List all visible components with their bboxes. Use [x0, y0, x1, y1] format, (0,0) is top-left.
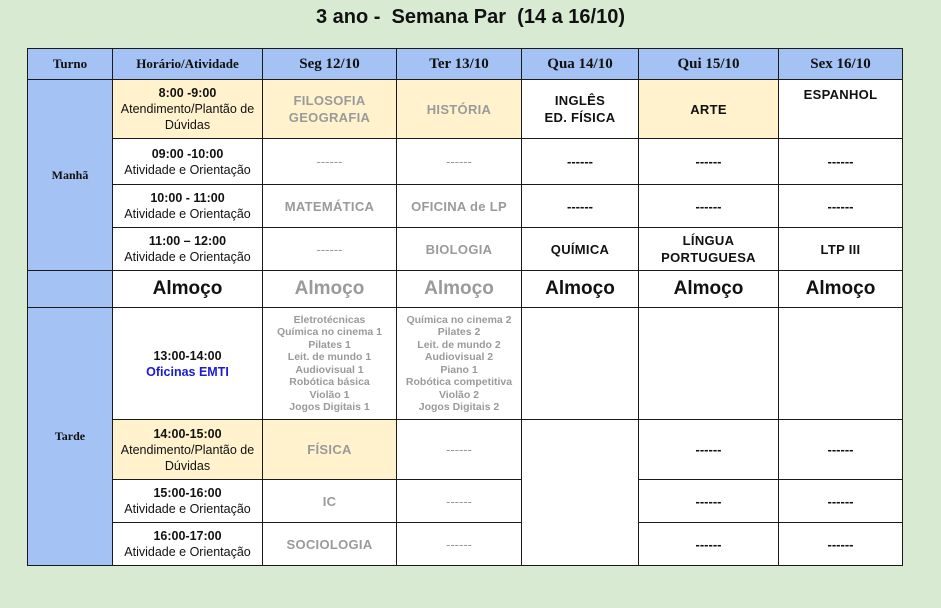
header-sex: Sex 16/10	[779, 49, 903, 80]
subject-cell: QUÍMICA	[522, 228, 639, 271]
oficinas-link[interactable]: Oficinas EMTI	[146, 364, 229, 379]
empty-cell: ------	[779, 480, 903, 523]
turno-tarde: Tarde	[28, 308, 113, 566]
time-label: 09:00 -10:00	[151, 146, 224, 161]
subject-label: LÍNGUA	[682, 233, 735, 248]
table-row	[28, 480, 903, 523]
activity-label: Atividade e Orientação	[124, 162, 251, 177]
table-row	[28, 523, 903, 566]
empty-cell: ------	[397, 480, 522, 523]
list-item: Violão 1	[309, 388, 350, 401]
schedule-table	[27, 48, 903, 566]
activity-label: Atividade e Orientação	[124, 502, 251, 516]
subject-cell: ARTE	[639, 80, 779, 139]
subject-cell: SOCIOLOGIA	[263, 523, 397, 566]
time-cell	[113, 523, 263, 566]
activity-label: Atendimento/Plantão de Dúvidas	[120, 442, 255, 473]
empty-cell	[522, 420, 639, 566]
subject-cell	[263, 80, 397, 139]
activity-label: Atividade e Orientação	[124, 250, 251, 264]
turno-empty	[28, 271, 113, 308]
lunch-cell: Almoço	[779, 271, 903, 308]
empty-cell: ------	[639, 480, 779, 523]
empty-cell	[779, 308, 903, 420]
lunch-cell: Almoço	[113, 271, 263, 308]
time-cell	[113, 420, 263, 480]
empty-cell: ------	[639, 139, 779, 185]
lunch-cell: Almoço	[263, 271, 397, 308]
empty-cell: ------	[263, 228, 397, 271]
table-row	[28, 185, 903, 228]
table-row	[28, 80, 903, 139]
activity-label: Atendimento/Plantão de Dúvidas	[120, 102, 255, 132]
subject-cell	[639, 228, 779, 271]
lunch-row	[28, 271, 903, 308]
empty-cell: ------	[779, 523, 903, 566]
header-horario: Horário/Atividade	[113, 49, 263, 80]
subject-label: PORTUGUESA	[661, 250, 756, 265]
time-cell	[113, 80, 263, 139]
page-title: 3 ano - Semana Par (14 a 16/10)	[315, 6, 626, 28]
empty-cell: ------	[639, 185, 779, 228]
empty-cell: ------	[779, 139, 903, 185]
subject-cell: HISTÓRIA	[397, 80, 522, 139]
subject-cell: IC	[263, 480, 397, 523]
empty-cell: ------	[779, 420, 903, 480]
list-item: Jogos Digitais 1	[289, 401, 370, 413]
list-item: Robótica competitiva	[405, 376, 513, 388]
turno-manha: Manhã	[28, 80, 113, 271]
table-row	[28, 420, 903, 480]
time-label: 16:00-17:00	[153, 529, 222, 543]
list-item: Pilates 2	[437, 326, 481, 338]
time-cell	[113, 185, 263, 228]
subject-cell: FÍSICA	[263, 420, 397, 480]
oficinas-list-seg	[263, 308, 397, 420]
time-label: 15:00-16:00	[153, 486, 222, 500]
time-cell	[113, 480, 263, 523]
empty-cell: ------	[397, 523, 522, 566]
header-turno: Turno	[28, 49, 113, 80]
empty-cell: ------	[639, 523, 779, 566]
lunch-cell: Almoço	[522, 271, 639, 308]
table-row	[28, 228, 903, 271]
empty-cell: ------	[522, 139, 639, 185]
time-label: 13:00-14:00	[153, 348, 222, 363]
time-label: 14:00-15:00	[153, 426, 222, 441]
empty-cell: ------	[639, 420, 779, 480]
subject-label: FILOSOFIA	[293, 93, 366, 108]
empty-cell: ------	[522, 185, 639, 228]
subject-label: INGLÊS	[554, 93, 606, 108]
list-item: Química no cinema 1	[276, 326, 383, 338]
time-cell	[113, 228, 263, 271]
lunch-cell: Almoço	[639, 271, 779, 308]
list-item: Leit. de mundo 2	[417, 338, 501, 351]
table-row	[28, 139, 903, 185]
list-item: Piano 1	[440, 363, 478, 376]
header-row	[28, 49, 903, 80]
list-item: Audiovisual 2	[424, 351, 494, 363]
header-qua: Qua 14/10	[522, 49, 639, 80]
table-row	[28, 308, 903, 420]
list-item: Audiovisual 1	[295, 363, 364, 376]
list-item: Robótica básica	[289, 376, 370, 388]
subject-cell	[522, 80, 639, 139]
subject-label: ED. FÍSICA	[544, 110, 616, 125]
subject-cell: LTP III	[779, 228, 903, 271]
list-item: Eletrotécnicas	[293, 313, 366, 326]
time-label: 11:00 – 12:00	[148, 234, 227, 248]
subject-cell: ESPANHOL	[779, 80, 903, 139]
lunch-cell: Almoço	[397, 271, 522, 308]
list-item: Jogos Digitais 2	[418, 401, 500, 413]
subject-cell: BIOLOGIA	[397, 228, 522, 271]
subject-cell: MATEMÁTICA	[263, 185, 397, 228]
time-label: 8:00 -9:00	[158, 86, 217, 100]
list-item: Violão 2	[438, 388, 480, 401]
empty-cell	[522, 308, 639, 420]
oficinas-list-ter	[397, 308, 522, 420]
empty-cell: ------	[779, 185, 903, 228]
list-item: Química no cinema 2	[406, 313, 512, 326]
empty-cell: ------	[397, 139, 522, 185]
header-seg: Seg 12/10	[263, 49, 397, 80]
header-ter: Ter 13/10	[397, 49, 522, 80]
subject-label: GEOGRAFIA	[288, 110, 371, 125]
subject-cell: OFICINA de LP	[397, 185, 522, 228]
list-item: Leit. de mundo 1	[287, 351, 372, 363]
time-cell	[113, 308, 263, 420]
time-cell	[113, 139, 263, 185]
empty-cell: ------	[397, 420, 522, 480]
time-label: 10:00 - 11:00	[150, 191, 225, 205]
header-qui: Qui 15/10	[639, 49, 779, 80]
activity-label: Atividade e Orientação	[124, 207, 251, 221]
empty-cell	[639, 308, 779, 420]
activity-label: Atividade e Orientação	[124, 545, 251, 559]
empty-cell: ------	[263, 139, 397, 185]
list-item: Pilates 1	[308, 338, 351, 351]
